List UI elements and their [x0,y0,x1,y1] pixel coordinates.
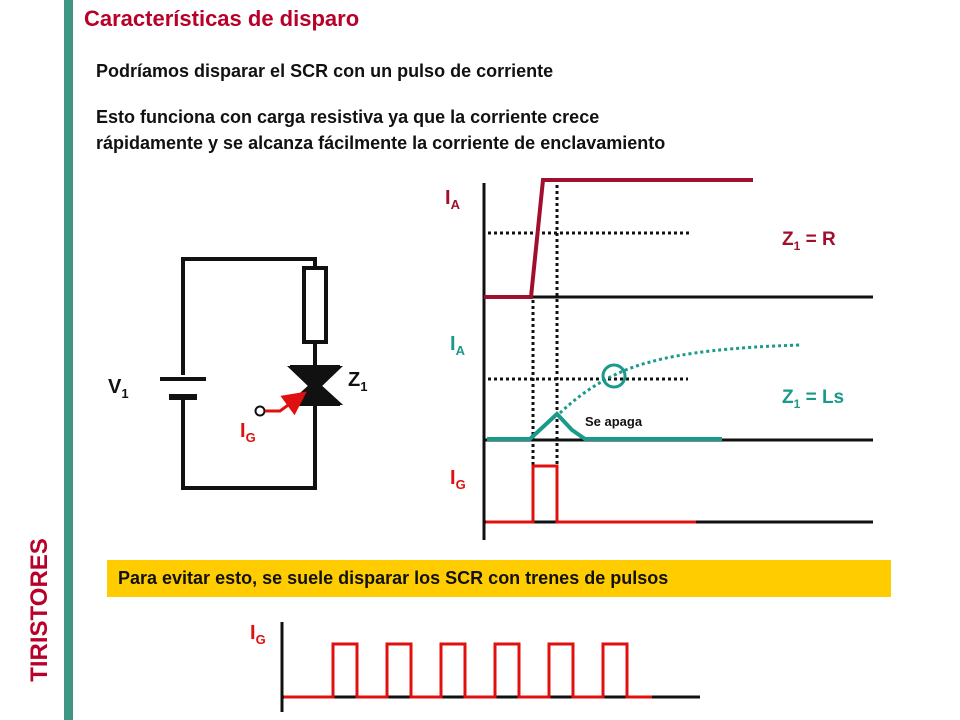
se-apaga-annotation: Se apaga [585,414,643,429]
gate-terminal [256,407,265,416]
ia-resistive-trace [484,180,753,297]
ig-pulse-train [284,644,652,697]
ig-circuit-label: $I_G$ [240,420,256,445]
z1-equals-r-label: $Z_1 = R$ [782,229,836,253]
v1-label: $V_1$ [108,376,129,401]
text-line-1: Podríamos disparar el SCR con un pulso de corriente [96,61,554,81]
load-resistor [304,268,326,342]
ia-label-middle: $I_A$ [450,333,465,358]
ig-label-pulse-train: $I_G$ [250,622,266,647]
page-title: Características de disparo [84,6,360,31]
ig-single-pulse [486,466,696,522]
z1-equals-ls-label: $Z_1 = Ls$ [782,387,845,411]
ia-label-top: $I_A$ [445,187,460,212]
text-line-2a: Esto funciona con carga resistiva ya que la corriente crece [96,107,600,127]
sidebar-label: TIRISTORES [26,538,53,682]
z1-label: $Z_1$ [348,369,368,394]
scr-symbol-lower [292,382,338,403]
circuit-wire-top [183,259,315,375]
text-line-2b: rápidamente y se alcanza fácilmente la corriente de enclavamiento [96,133,666,153]
scr-circuit [160,259,340,488]
banner-text: Para evitar esto, se suele disparar los SCR con trenes de pulsos [118,568,669,588]
ig-label-waveform: $I_G$ [450,467,466,492]
reference-dotted-lines [488,185,690,522]
latching-point-marker [603,365,625,387]
